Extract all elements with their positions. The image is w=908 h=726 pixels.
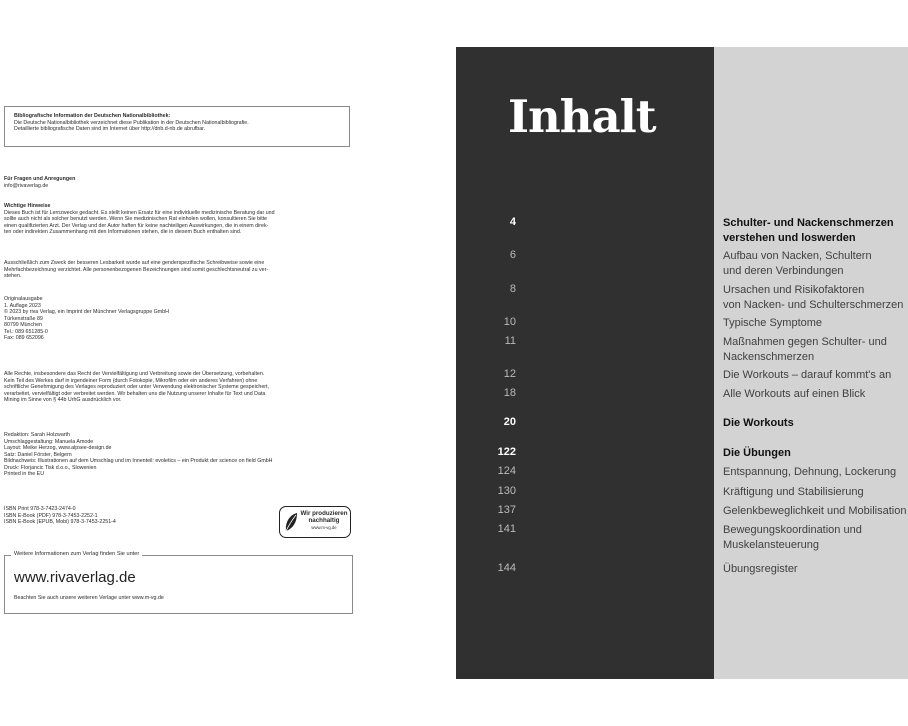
notes-line: stehen. <box>4 273 22 280</box>
toc-title <box>723 465 908 480</box>
toc-title <box>723 446 908 461</box>
toc-title-line: Aufbau von Nacken, Schultern <box>723 250 872 262</box>
edition-line: © 2023 by riva Verlag, ein Imprint der Münchner Verlagsgruppe GmbH <box>4 309 169 316</box>
toc-title <box>723 504 908 519</box>
credits-line: Bildnachweis: Illustrationen auf dem Umschlag und im Innenteil: evoletics – ein Produkt der science on field GmbH <box>4 458 273 465</box>
edition-line: Türkenstraße 89 <box>4 315 43 322</box>
notes-block <box>4 203 354 236</box>
badge-url: www.m-vg.de <box>311 525 337 530</box>
toc-title-line: Ursachen und Risikofaktoren <box>723 284 865 296</box>
rights-block <box>4 371 354 404</box>
sustainability-badge <box>279 506 351 538</box>
isbn-line: ISBN E-Book (PDF) 978-3-7453-2252-1 <box>4 512 98 519</box>
toc-page-number: 10 <box>503 316 516 328</box>
notes-line: Mehrfachbezeichnung verzichtet. Alle personenbezogenen Bezeichnungen sind somit geschlechtsneutral zu ver- <box>4 266 269 273</box>
toc-title <box>723 387 908 402</box>
credits-line: Printed in the EU <box>4 471 45 478</box>
toc-title-line: Gelenkbeweglichkeit und Mobilisation <box>723 505 907 517</box>
toc-title-line: und deren Verbindungen <box>723 264 844 277</box>
toc-title <box>723 562 908 577</box>
toc-page-number: 122 <box>497 446 516 458</box>
toc-title <box>723 416 908 431</box>
rights-line: verarbeitet, vervielfältigt oder verbreitet werden. Wir behalten uns die Nutzung unserer Inhalte für Text und Data <box>4 390 266 397</box>
edition-line: 80799 München <box>4 322 42 329</box>
publisher-url[interactable]: www.rivaverlag.de <box>14 569 136 586</box>
toc-page-number: 20 <box>503 416 516 428</box>
notes-line: Dieses Buch ist für Lernzwecke gedacht. Es stellt keinen Ersatz für eine individuelle medizinische Beratung dar und <box>4 209 275 216</box>
toc-title-line: Maßnahmen gegen Schulter- und <box>723 336 887 348</box>
contact-block <box>4 176 354 189</box>
rights-line: Kein Teil des Werkes darf in irgendeiner Form (durch Fotokopie, Mikrofilm oder ein anderes Verfahren) ohne <box>4 377 258 384</box>
toc-title-line: Übungsregister <box>723 563 798 575</box>
toc-page-number: 124 <box>497 465 516 477</box>
contact-title: Für Fragen und Anregungen <box>4 176 76 182</box>
toc-title <box>723 368 908 383</box>
credits-line: Druck: Florjancic Tisk d.o.o., Slowenien <box>4 464 97 471</box>
biblio-box <box>4 106 350 147</box>
biblio-line: Detaillierte bibliografische Daten sind im Internet über http://dnb.d-nb.de abrufbar. <box>14 126 206 133</box>
toc-title <box>723 335 908 364</box>
rights-line: Alle Rechte, insbesondere das Recht der Vervielfältigung und Verbreitung sowie der Übersetzung, vorbehalten. <box>4 371 265 377</box>
edition-line: Fax: 089 652096 <box>4 335 44 342</box>
notes-line: einen qualifizierten Arzt. Der Verlag und der Autor haften für keine nachteiligen Auswirkungen, die in einem direk- <box>4 222 269 229</box>
credits-line: Satz: Daniel Förster, Belgern <box>4 451 72 458</box>
rights-line: Mining im Sinne von § 44b UrhG ausdrücklich vor. <box>4 397 122 404</box>
badge-line1: Wir produzieren <box>300 510 348 517</box>
publisher-web-box <box>4 551 353 614</box>
biblio-line: Die Deutsche Nationalbibliothek verzeichnet diese Publikation in der Deutschen Nationalbibliografie. <box>14 119 249 126</box>
notes-title: Wichtige Hinweise <box>4 203 51 209</box>
badge-line2: nachhaltig <box>308 517 340 524</box>
contact-email: info@rivaverlag.de <box>4 182 49 189</box>
toc-title <box>723 316 908 331</box>
toc-title-line: Muskelansteuerung <box>723 538 820 551</box>
rights-line: schriftliche Genehmigung des Verlages reproduziert oder unter Verwendung elektronischer Systeme gespeichert, <box>4 384 269 391</box>
toc-title-line: von Nacken- und Schulterschmerzen <box>723 298 904 311</box>
notes-line: Ausschließlich zum Zweck der besseren Lesbarkeit wurde auf eine genderspezifische Schreibweise sowie eine <box>4 260 265 266</box>
toc-page-number: 141 <box>497 523 516 535</box>
edition-block <box>4 296 354 342</box>
toc-title <box>723 216 908 245</box>
toc-page-number: 18 <box>503 387 516 399</box>
isbn-line: ISBN Print 978-3-7423-2474-0 <box>4 506 76 512</box>
toc-title-line: Entspannung, Dehnung, Lockerung <box>723 466 897 478</box>
biblio-title: Bibliografische Information der Deutschen Nationalbibliothek: <box>14 113 171 119</box>
isbn-line: ISBN E-Book (EPUB, Mobi) 978-3-7453-2251-4 <box>4 519 116 526</box>
credits-block <box>4 432 354 478</box>
toc-title <box>723 283 908 312</box>
toc-page-number: 6 <box>509 249 516 261</box>
credits-line: Umschlaggestaltung: Manuela Amode <box>4 438 94 445</box>
toc-title <box>723 523 908 552</box>
page-title: Inhalt <box>508 90 656 143</box>
toc-title <box>723 485 908 500</box>
notes-line: ten oder indirekten Zusammenhang mit den Informationen stehen, die in diesem Buch enthalten sind. <box>4 229 242 236</box>
toc-title-line: Nackenschmerzen <box>723 350 815 363</box>
badge-title <box>299 510 349 524</box>
toc-page-number: 4 <box>509 216 516 228</box>
toc-page-number: 12 <box>503 368 516 380</box>
toc-title <box>723 249 908 278</box>
gender-note-block <box>4 260 354 280</box>
toc-title-line: Die Übungen <box>723 447 791 459</box>
toc-title-line: Die Workouts – darauf kommt's an <box>723 369 892 381</box>
toc-page-number: 137 <box>497 504 516 516</box>
toc-page-number: 11 <box>504 335 516 347</box>
notes-line: sollte auch nicht als solcher benutzt werden. Wenn Sie medizinischen Rat einholen wollen, konsultieren Sie bitte <box>4 216 268 223</box>
edition-line: Tel.: 089 651285-0 <box>4 328 48 335</box>
toc-title-line: Alle Workouts auf einen Blick <box>723 388 866 400</box>
toc-title-line: Bewegungskoordination und <box>723 524 862 536</box>
imprint-page <box>0 0 360 726</box>
toc-title-line: verstehen und loswerden <box>723 231 856 244</box>
toc-page-number: 8 <box>509 283 516 295</box>
leaf-icon <box>283 511 299 533</box>
toc-title-line: Typische Symptome <box>723 317 823 329</box>
edition-line: 1. Auflage 2023 <box>4 302 41 309</box>
toc-title-line: Die Workouts <box>723 417 794 429</box>
web-box-note: Beachten Sie auch unsere weiteren Verlage unter www.m-vg.de <box>14 595 164 601</box>
toc-title-line: Schulter- und Nackenschmerzen <box>723 217 894 229</box>
credits-line: Redaktion: Sarah Holzwarth <box>4 432 70 438</box>
edition-line: Originalausgabe <box>4 296 43 302</box>
credits-line: Layout: Meike Herzog, www.alpsee-design.de <box>4 445 112 452</box>
toc-page-number: 144 <box>497 562 516 574</box>
web-box-legend: Weitere Informationen zum Verlag finden Sie unter <box>11 551 142 557</box>
toc-title-line: Kräftigung und Stabilisierung <box>723 486 864 498</box>
toc-page-number: 130 <box>497 485 516 497</box>
